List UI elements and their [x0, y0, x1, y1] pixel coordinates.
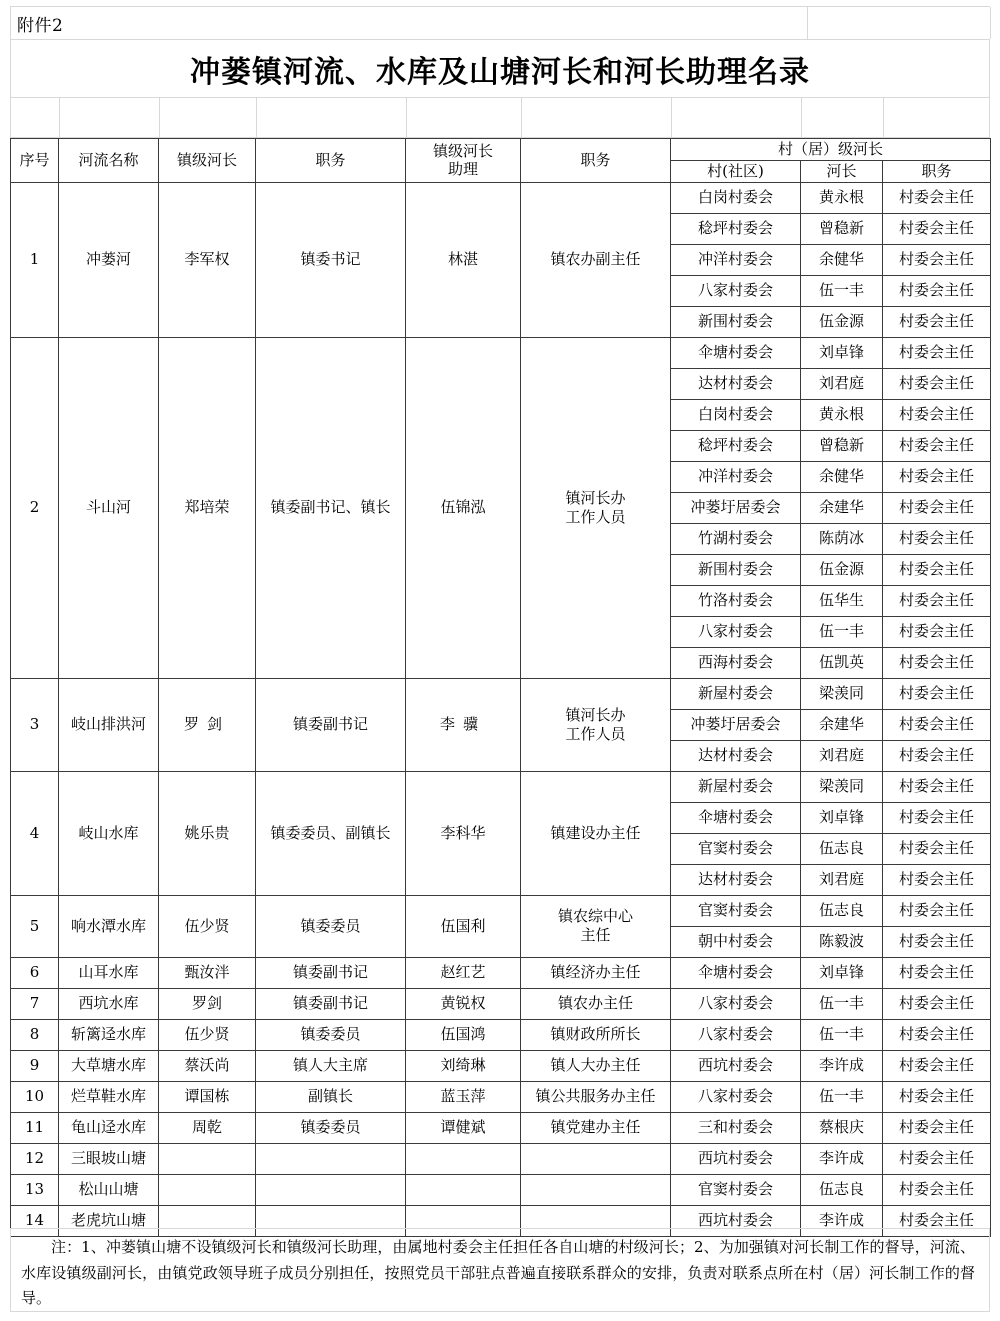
header-river-name: 河流名称 [59, 139, 159, 183]
cell-village-duty: 村委会主任 [883, 833, 991, 864]
table-row [11, 182, 991, 213]
cell-town-chief: 周乾 [159, 1112, 256, 1143]
cell-town-assistant-duty [521, 1143, 671, 1174]
cell-village-chief: 李许成 [801, 1050, 883, 1081]
cell-village: 官窦村委会 [671, 895, 801, 926]
cell-village-duty: 村委会主任 [883, 523, 991, 554]
header-index: 序号 [11, 139, 59, 183]
table-row [11, 1050, 991, 1081]
cell-village: 冲蒌圩居委会 [671, 492, 801, 523]
cell-town-assistant: 谭健斌 [406, 1112, 521, 1143]
cell-town-chief-duty: 副镇长 [256, 1081, 406, 1112]
cell-village-chief: 伍金源 [801, 554, 883, 585]
cell-village: 白岗村委会 [671, 399, 801, 430]
cell-town-chief-duty: 镇委委员 [256, 895, 406, 957]
cell-index: 10 [11, 1081, 59, 1112]
cell-village: 新围村委会 [671, 306, 801, 337]
cell-village: 八家村委会 [671, 275, 801, 306]
cell-town-assistant: 李骥 [406, 678, 521, 771]
cell-town-chief-duty: 镇委委员、副镇长 [256, 771, 406, 895]
cell-village-chief: 伍一丰 [801, 275, 883, 306]
cell-village-duty: 村委会主任 [883, 926, 991, 957]
cell-town-assistant [406, 1174, 521, 1205]
table-row [11, 1112, 991, 1143]
cell-village: 达材村委会 [671, 368, 801, 399]
cell-index: 5 [11, 895, 59, 957]
cell-town-chief-duty: 镇委副书记 [256, 957, 406, 988]
cell-index: 9 [11, 1050, 59, 1081]
cell-town-assistant: 林湛 [406, 182, 521, 337]
cell-village-duty: 村委会主任 [883, 213, 991, 244]
spacer-band [10, 98, 990, 138]
cell-town-assistant-duty: 镇党建办主任 [521, 1112, 671, 1143]
cell-village-duty: 村委会主任 [883, 1019, 991, 1050]
table-row [11, 678, 991, 709]
cell-village: 新围村委会 [671, 554, 801, 585]
cell-village-duty: 村委会主任 [883, 492, 991, 523]
cell-town-assistant-duty: 镇农办主任 [521, 988, 671, 1019]
cell-town-chief-duty: 镇委委员 [256, 1112, 406, 1143]
cell-town-assistant-duty: 镇财政所所长 [521, 1019, 671, 1050]
cell-village-chief: 李许成 [801, 1143, 883, 1174]
cell-village-chief: 伍志良 [801, 1174, 883, 1205]
cell-town-chief-duty: 镇委书记 [256, 182, 406, 337]
cell-town-chief [159, 1174, 256, 1205]
cell-village: 稔坪村委会 [671, 213, 801, 244]
cell-town-chief-duty [256, 1143, 406, 1174]
header-village-duty: 职务 [883, 160, 991, 182]
cell-village-duty: 村委会主任 [883, 1205, 991, 1236]
cell-town-assistant-duty: 镇人大办主任 [521, 1050, 671, 1081]
cell-river-name: 斩篱迳水库 [59, 1019, 159, 1050]
cell-village: 达材村委会 [671, 740, 801, 771]
cell-village: 新屋村委会 [671, 678, 801, 709]
cell-village-chief: 梁羡同 [801, 771, 883, 802]
cell-index: 7 [11, 988, 59, 1019]
cell-village-duty: 村委会主任 [883, 709, 991, 740]
cell-index: 12 [11, 1143, 59, 1174]
cell-index: 14 [11, 1205, 59, 1236]
cell-village-chief: 伍一丰 [801, 1081, 883, 1112]
cell-town-assistant-duty: 镇经济办主任 [521, 957, 671, 988]
cell-village-chief: 曾稳新 [801, 213, 883, 244]
cell-village: 八家村委会 [671, 1081, 801, 1112]
cell-town-assistant-duty [521, 1174, 671, 1205]
cell-town-assistant: 黄锐权 [406, 988, 521, 1019]
cell-river-name: 冲蒌河 [59, 182, 159, 337]
header-town-chief-duty: 职务 [256, 139, 406, 183]
cell-village-chief: 伍志良 [801, 895, 883, 926]
cell-town-chief: 伍少贤 [159, 1019, 256, 1050]
cell-river-name: 大草塘水库 [59, 1050, 159, 1081]
title-band [10, 40, 990, 98]
cell-village-duty: 村委会主任 [883, 244, 991, 275]
attachment-label: 附件2 [17, 15, 64, 36]
attachment-cell [11, 7, 808, 39]
cell-village-chief: 李许成 [801, 1205, 883, 1236]
cell-village: 官窦村委会 [671, 1174, 801, 1205]
cell-village: 西海村委会 [671, 647, 801, 678]
table-row [11, 337, 991, 368]
cell-village-duty: 村委会主任 [883, 554, 991, 585]
cell-village-duty: 村委会主任 [883, 616, 991, 647]
cell-village: 竹湖村委会 [671, 523, 801, 554]
footnote-text: 注：1、冲蒌镇山塘不设镇级河长和镇级河长助理，由属地村委会主任担任各自山塘的村级河长；2、为加强镇对河长制工作的督导，河流、水库设镇级副河长，由镇党政领导班子成员分别担任，按照党员干部驻点普遍直接联系群众的安排，负责对联系点所在村（居）河长制工作的督导。 [21, 1238, 975, 1307]
cell-index: 8 [11, 1019, 59, 1050]
cell-river-name: 响水潭水库 [59, 895, 159, 957]
cell-village-duty: 村委会主任 [883, 461, 991, 492]
cell-river-name: 山耳水库 [59, 957, 159, 988]
table-row [11, 1081, 991, 1112]
cell-town-assistant: 伍锦泓 [406, 337, 521, 678]
cell-town-assistant-duty: 镇建设办主任 [521, 771, 671, 895]
cell-village: 达材村委会 [671, 864, 801, 895]
cell-river-name: 岐山水库 [59, 771, 159, 895]
table-body [11, 182, 991, 1236]
cell-town-chief [159, 1143, 256, 1174]
cell-index: 3 [11, 678, 59, 771]
cell-town-assistant-duty: 镇河长办 工作人员 [521, 337, 671, 678]
cell-village-duty: 村委会主任 [883, 864, 991, 895]
cell-village: 西坑村委会 [671, 1050, 801, 1081]
cell-town-assistant: 伍国利 [406, 895, 521, 957]
table-row [11, 1019, 991, 1050]
cell-village-duty: 村委会主任 [883, 771, 991, 802]
cell-village-duty: 村委会主任 [883, 182, 991, 213]
cell-village-chief: 余健华 [801, 244, 883, 275]
cell-village: 新屋村委会 [671, 771, 801, 802]
cell-town-chief: 蔡沃尚 [159, 1050, 256, 1081]
header-village: 村(社区) [671, 160, 801, 182]
cell-village-chief: 刘卓锋 [801, 337, 883, 368]
cell-village: 八家村委会 [671, 1019, 801, 1050]
header-village-group: 村（居）级河长 [671, 139, 991, 161]
footnote-band [10, 1228, 990, 1312]
river-chief-roster-table [10, 138, 991, 1237]
cell-town-chief-duty: 镇委副书记、镇长 [256, 337, 406, 678]
cell-village-chief: 伍华生 [801, 585, 883, 616]
table-header-row-1 [11, 139, 991, 161]
cell-town-assistant-duty: 镇农综中心 主任 [521, 895, 671, 957]
cell-village-duty: 村委会主任 [883, 337, 991, 368]
table-row [11, 1143, 991, 1174]
cell-town-chief-duty: 镇委委员 [256, 1019, 406, 1050]
cell-village-duty: 村委会主任 [883, 802, 991, 833]
cell-village-duty: 村委会主任 [883, 740, 991, 771]
cell-town-chief-duty: 镇委副书记 [256, 988, 406, 1019]
cell-river-name: 烂草鞋水库 [59, 1081, 159, 1112]
cell-village-duty: 村委会主任 [883, 895, 991, 926]
cell-village: 竹洛村委会 [671, 585, 801, 616]
header-town-assistant: 镇级河长 助理 [406, 139, 521, 183]
cell-village-chief: 刘卓锋 [801, 957, 883, 988]
cell-village-chief: 伍一丰 [801, 1019, 883, 1050]
cell-village-chief: 蔡根庆 [801, 1112, 883, 1143]
cell-village-chief: 伍志良 [801, 833, 883, 864]
cell-town-assistant-duty: 镇河长办 工作人员 [521, 678, 671, 771]
cell-river-name: 龟山迳水库 [59, 1112, 159, 1143]
cell-river-name: 老虎坑山塘 [59, 1205, 159, 1236]
cell-river-name: 松山山塘 [59, 1174, 159, 1205]
cell-village-chief: 黄永根 [801, 399, 883, 430]
cell-village-duty: 村委会主任 [883, 585, 991, 616]
cell-village: 三和村委会 [671, 1112, 801, 1143]
cell-town-assistant: 伍国鸿 [406, 1019, 521, 1050]
cell-village: 伞塘村委会 [671, 957, 801, 988]
cell-village: 八家村委会 [671, 616, 801, 647]
cell-town-assistant [406, 1143, 521, 1174]
cell-town-chief: 李军权 [159, 182, 256, 337]
cell-village-chief: 伍金源 [801, 306, 883, 337]
cell-village-chief: 曾稳新 [801, 430, 883, 461]
cell-village-chief: 余建华 [801, 492, 883, 523]
cell-village-duty: 村委会主任 [883, 275, 991, 306]
cell-town-chief-duty: 镇人大主席 [256, 1050, 406, 1081]
table-row [11, 957, 991, 988]
cell-village: 稔坪村委会 [671, 430, 801, 461]
cell-town-assistant: 蓝玉萍 [406, 1081, 521, 1112]
cell-river-name: 岐山排洪河 [59, 678, 159, 771]
cell-village-chief: 刘君庭 [801, 368, 883, 399]
cell-village-chief: 黄永根 [801, 182, 883, 213]
cell-village: 冲蒌圩居委会 [671, 709, 801, 740]
cell-town-chief: 甄汝泮 [159, 957, 256, 988]
cell-village: 西坑村委会 [671, 1205, 801, 1236]
table-row [11, 895, 991, 926]
cell-village-duty: 村委会主任 [883, 647, 991, 678]
cell-index: 13 [11, 1174, 59, 1205]
cell-village-duty: 村委会主任 [883, 988, 991, 1019]
cell-village-chief: 刘卓锋 [801, 802, 883, 833]
cell-village: 冲洋村委会 [671, 244, 801, 275]
cell-town-chief: 罗剑 [159, 988, 256, 1019]
cell-index: 1 [11, 182, 59, 337]
cell-town-chief-duty [256, 1174, 406, 1205]
cell-village: 朝中村委会 [671, 926, 801, 957]
cell-town-chief: 谭国栋 [159, 1081, 256, 1112]
cell-index: 4 [11, 771, 59, 895]
cell-village-duty: 村委会主任 [883, 399, 991, 430]
cell-village-chief: 伍凯英 [801, 647, 883, 678]
header-village-chief: 河长 [801, 160, 883, 182]
table-row [11, 771, 991, 802]
cell-index: 6 [11, 957, 59, 988]
cell-town-assistant-duty: 镇公共服务办主任 [521, 1081, 671, 1112]
cell-index: 2 [11, 337, 59, 678]
cell-village: 冲洋村委会 [671, 461, 801, 492]
cell-index: 11 [11, 1112, 59, 1143]
table-row [11, 1174, 991, 1205]
cell-river-name: 斗山河 [59, 337, 159, 678]
attachment-empty-cell [808, 7, 991, 39]
cell-village-duty: 村委会主任 [883, 1112, 991, 1143]
cell-river-name: 三眼坡山塘 [59, 1143, 159, 1174]
cell-village-chief: 余健华 [801, 461, 883, 492]
header-town-chief: 镇级河长 [159, 139, 256, 183]
cell-town-chief: 伍少贤 [159, 895, 256, 957]
page-title: 冲蒌镇河流、水库及山塘河长和河长助理名录 [190, 54, 810, 90]
cell-town-chief: 罗剑 [159, 678, 256, 771]
cell-town-assistant: 赵红艺 [406, 957, 521, 988]
cell-village-chief: 伍一丰 [801, 616, 883, 647]
cell-village-chief: 余建华 [801, 709, 883, 740]
cell-village-duty: 村委会主任 [883, 1143, 991, 1174]
cell-village-duty: 村委会主任 [883, 306, 991, 337]
cell-village: 八家村委会 [671, 988, 801, 1019]
cell-village-duty: 村委会主任 [883, 1081, 991, 1112]
cell-town-chief: 姚乐贵 [159, 771, 256, 895]
cell-village-chief: 陈荫冰 [801, 523, 883, 554]
cell-village-duty: 村委会主任 [883, 430, 991, 461]
cell-town-chief: 郑培荣 [159, 337, 256, 678]
cell-town-chief-duty: 镇委副书记 [256, 678, 406, 771]
cell-town-assistant: 李科华 [406, 771, 521, 895]
cell-village: 伞塘村委会 [671, 337, 801, 368]
attachment-band [10, 6, 990, 40]
cell-village-duty: 村委会主任 [883, 1174, 991, 1205]
cell-village-duty: 村委会主任 [883, 678, 991, 709]
cell-village-chief: 伍一丰 [801, 988, 883, 1019]
cell-village-chief: 刘君庭 [801, 864, 883, 895]
cell-village: 伞塘村委会 [671, 802, 801, 833]
cell-village-chief: 梁羡同 [801, 678, 883, 709]
cell-village-chief: 陈毅波 [801, 926, 883, 957]
header-town-assistant-duty: 职务 [521, 139, 671, 183]
cell-village: 官窦村委会 [671, 833, 801, 864]
cell-village-duty: 村委会主任 [883, 1050, 991, 1081]
table-row [11, 988, 991, 1019]
cell-town-assistant-duty: 镇农办副主任 [521, 182, 671, 337]
cell-river-name: 西坑水库 [59, 988, 159, 1019]
cell-village-duty: 村委会主任 [883, 368, 991, 399]
cell-town-assistant: 刘绮琳 [406, 1050, 521, 1081]
cell-village: 白岗村委会 [671, 182, 801, 213]
cell-village-duty: 村委会主任 [883, 957, 991, 988]
cell-village-chief: 刘君庭 [801, 740, 883, 771]
cell-village: 西坑村委会 [671, 1143, 801, 1174]
